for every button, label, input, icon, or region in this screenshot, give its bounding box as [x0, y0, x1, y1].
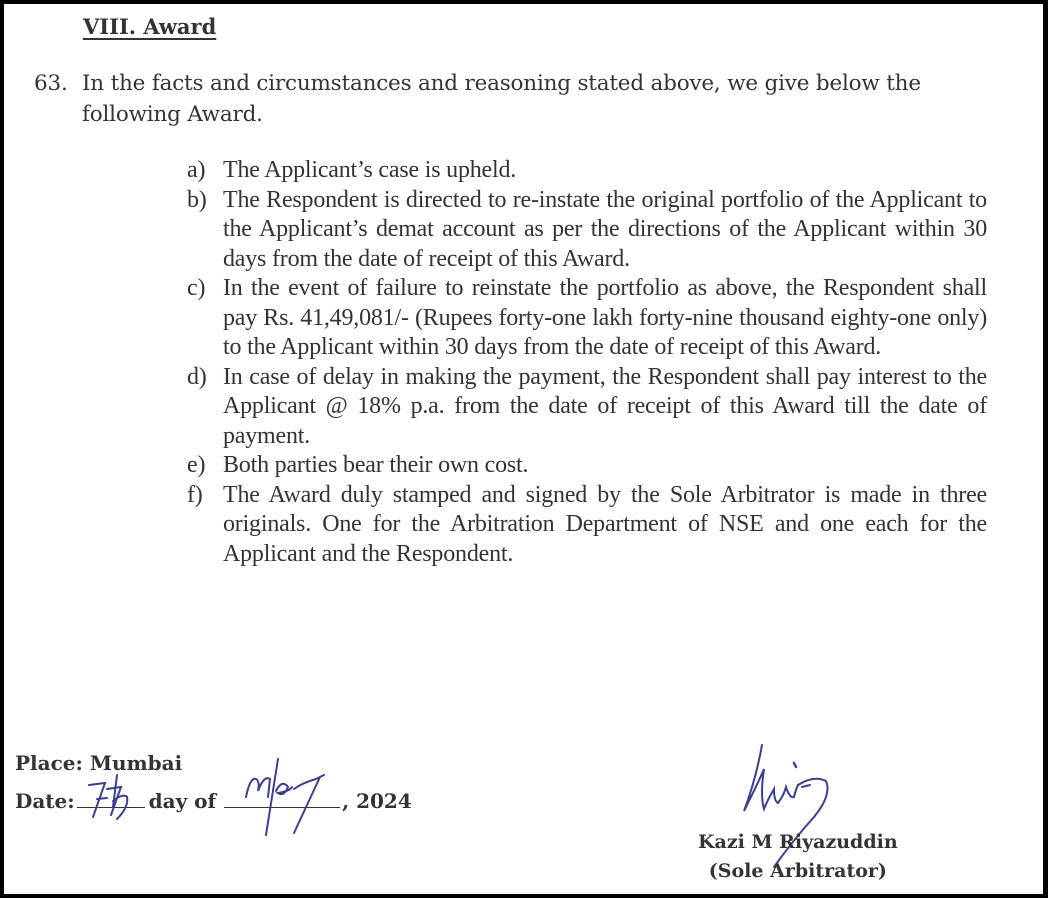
day-blank: [77, 806, 145, 808]
item-text: The Award duly stamped and signed by the Sole Arbitrator is made in three originals. One for the Arbitration Department of NSE and one each for the Applicant and the Respondent.: [223, 481, 987, 567]
signatory-title: (Sole Arbitrator): [708, 860, 887, 882]
item-text: In case of delay in making the payment, the Respondent shall pay interest to the Applicant @ 18% p.a. from the date of receipt of this Award till the date of payment.: [223, 363, 987, 449]
item-marker: a): [187, 157, 206, 183]
award-item-b: [187, 186, 987, 275]
day-of-label: day of: [148, 789, 217, 813]
month-blank: [224, 806, 340, 808]
section-heading: VIII. Award: [83, 14, 217, 39]
item-text: The Respondent is directed to re-instate the original portfolio of the Applicant to the Applicant’s demat account as per the directions of the Applicant within 30 days from the date of receipt of this Award.: [223, 186, 987, 272]
award-list: [187, 156, 987, 569]
paragraph-text: In the facts and circumstances and reasoning stated above, we give below the following Award.: [82, 71, 921, 127]
award-item-d: [187, 363, 987, 452]
handwritten-day-icon: [83, 767, 153, 825]
paragraph-number: 63.: [34, 71, 68, 96]
award-item-c: [187, 274, 987, 363]
item-marker: f): [187, 481, 203, 508]
item-text: In the event of failure to reinstate the portfolio as above, the Respondent shall pay Rs. 41,49,081/- (Rupees forty-one lakh forty-nine thousand eighty-one only) to the Applicant within 30 days from the date of receipt of this Award.: [223, 275, 987, 360]
signatory-block: [698, 828, 898, 886]
place-label: Place: Mumbai: [15, 751, 183, 775]
item-marker: b): [187, 186, 207, 213]
year-text: , 2024: [342, 789, 412, 813]
award-item-e: [187, 451, 987, 481]
item-marker: d): [187, 363, 207, 390]
date-line: [15, 782, 412, 820]
item-text: Both parties bear their own cost.: [223, 452, 529, 478]
item-marker: e): [187, 452, 206, 478]
signatory-name: Kazi M Riyazuddin: [698, 831, 898, 853]
date-label: Date:: [15, 789, 75, 813]
place-date-block: [15, 744, 412, 820]
award-item-a: [187, 156, 987, 186]
item-text: The Applicant’s case is upheld.: [223, 157, 517, 183]
document-page: [4, 4, 1043, 894]
handwritten-month-icon: [240, 757, 360, 837]
award-item-f: [187, 481, 987, 570]
paragraph-63: [34, 68, 994, 130]
item-marker: c): [187, 275, 206, 301]
